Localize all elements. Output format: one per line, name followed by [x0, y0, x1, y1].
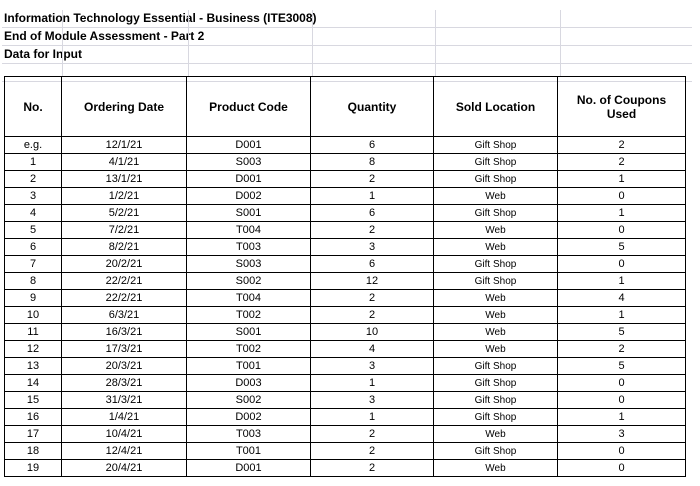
section-label: Data for Input [4, 47, 82, 61]
cell-ordering-date[interactable]: 22/2/21 [62, 273, 187, 290]
cell-product-code[interactable]: D001 [187, 137, 311, 154]
cell-ordering-date[interactable]: 31/3/21 [62, 392, 187, 409]
cell-product-code[interactable]: T004 [187, 222, 311, 239]
cell-ordering-date[interactable]: 17/3/21 [62, 341, 187, 358]
table-row [5, 222, 686, 239]
cell-sold-location[interactable]: Gift Shop [434, 171, 558, 188]
table-row [5, 460, 686, 477]
cell-ordering-date[interactable]: 12/4/21 [62, 443, 187, 460]
cell-ordering-date[interactable]: 10/4/21 [62, 426, 187, 443]
gridline [312, 10, 313, 76]
table-row [5, 154, 686, 171]
cell-product-code[interactable]: T003 [187, 426, 311, 443]
cell-product-code[interactable]: D002 [187, 188, 311, 205]
subtitle-row[interactable] [2, 28, 692, 46]
cell-no[interactable]: 5 [5, 222, 62, 239]
cell-quantity[interactable]: 2 [311, 460, 434, 477]
cell-no[interactable]: 4 [5, 205, 62, 222]
table-row [5, 256, 686, 273]
cell-quantity[interactable]: 2 [311, 290, 434, 307]
data-table [4, 76, 686, 477]
cell-quantity[interactable]: 4 [311, 341, 434, 358]
cell-quantity[interactable]: 2 [311, 171, 434, 188]
cell-no[interactable]: 18 [5, 443, 62, 460]
cell-quantity[interactable]: 1 [311, 188, 434, 205]
cell-sold-location[interactable]: Web [434, 222, 558, 239]
col-header-ordering-date[interactable]: Ordering Date [62, 77, 187, 137]
cell-ordering-date[interactable]: 4/1/21 [62, 154, 187, 171]
cell-sold-location[interactable]: Gift Shop [434, 409, 558, 426]
cell-coupons-used[interactable]: 0 [558, 460, 686, 477]
col-header-quantity[interactable]: Quantity [311, 77, 434, 137]
cell-quantity[interactable]: 1 [311, 409, 434, 426]
cell-ordering-date[interactable]: 8/2/21 [62, 239, 187, 256]
cell-sold-location[interactable]: Gift Shop [434, 273, 558, 290]
cell-sold-location[interactable]: Web [434, 460, 558, 477]
cell-product-code[interactable]: S003 [187, 154, 311, 171]
table-row [5, 290, 686, 307]
cell-coupons-used[interactable]: 5 [558, 239, 686, 256]
cell-quantity[interactable]: 6 [311, 256, 434, 273]
table-row [5, 188, 686, 205]
cell-coupons-used[interactable]: 5 [558, 358, 686, 375]
document-title: Information Technology Essential - Business (ITE3008) [4, 11, 317, 25]
cell-quantity[interactable]: 12 [311, 273, 434, 290]
title-row[interactable] [2, 10, 692, 28]
cell-sold-location[interactable]: Web [434, 341, 558, 358]
cell-sold-location[interactable]: Web [434, 239, 558, 256]
cell-quantity[interactable]: 8 [311, 154, 434, 171]
cell-quantity[interactable]: 3 [311, 392, 434, 409]
cell-sold-location[interactable]: Gift Shop [434, 137, 558, 154]
cell-ordering-date[interactable]: 20/2/21 [62, 256, 187, 273]
cell-ordering-date[interactable]: 16/3/21 [62, 324, 187, 341]
cell-product-code[interactable]: T003 [187, 239, 311, 256]
cell-no[interactable]: 17 [5, 426, 62, 443]
col-header-product-code[interactable]: Product Code [187, 77, 311, 137]
cell-product-code[interactable]: S001 [187, 324, 311, 341]
table-row [5, 426, 686, 443]
cell-product-code[interactable]: S003 [187, 256, 311, 273]
cell-quantity[interactable]: 1 [311, 375, 434, 392]
cell-coupons-used[interactable]: 0 [558, 375, 686, 392]
cell-product-code[interactable]: S002 [187, 273, 311, 290]
cell-ordering-date[interactable]: 6/3/21 [62, 307, 187, 324]
cell-ordering-date[interactable]: 13/1/21 [62, 171, 187, 188]
cell-sold-location[interactable]: Gift Shop [434, 205, 558, 222]
cell-no[interactable]: 12 [5, 341, 62, 358]
cell-coupons-used[interactable]: 0 [558, 222, 686, 239]
table-header-row [5, 77, 686, 137]
cell-sold-location[interactable]: Web [434, 188, 558, 205]
cell-coupons-used[interactable]: 0 [558, 188, 686, 205]
cell-coupons-used[interactable]: 2 [558, 154, 686, 171]
cell-ordering-date[interactable]: 20/4/21 [62, 460, 187, 477]
cell-no[interactable]: 7 [5, 256, 62, 273]
table-row [5, 239, 686, 256]
cell-sold-location[interactable]: Web [434, 307, 558, 324]
cell-ordering-date[interactable]: 7/2/21 [62, 222, 187, 239]
cell-coupons-used[interactable]: 1 [558, 409, 686, 426]
table-row [5, 443, 686, 460]
cell-coupons-used[interactable]: 0 [558, 443, 686, 460]
cell-no[interactable]: 8 [5, 273, 62, 290]
cell-quantity[interactable]: 10 [311, 324, 434, 341]
table-row [5, 375, 686, 392]
cell-no[interactable]: 13 [5, 358, 62, 375]
cell-coupons-used[interactable]: 1 [558, 171, 686, 188]
cell-no[interactable]: 19 [5, 460, 62, 477]
table-row [5, 392, 686, 409]
cell-quantity[interactable]: 2 [311, 307, 434, 324]
cell-ordering-date[interactable]: 20/3/21 [62, 358, 187, 375]
cell-ordering-date[interactable]: 5/2/21 [62, 205, 187, 222]
cell-ordering-date[interactable]: 22/2/21 [62, 290, 187, 307]
cell-coupons-used[interactable]: 2 [558, 137, 686, 154]
cell-no[interactable]: e.g. [5, 137, 62, 154]
cell-product-code[interactable]: T002 [187, 307, 311, 324]
cell-coupons-used[interactable]: 0 [558, 256, 686, 273]
cell-quantity[interactable]: 2 [311, 222, 434, 239]
cell-quantity[interactable]: 3 [311, 239, 434, 256]
cell-sold-location[interactable]: Web [434, 426, 558, 443]
cell-product-code[interactable]: D002 [187, 409, 311, 426]
cell-coupons-used[interactable]: 4 [558, 290, 686, 307]
gridline [560, 10, 561, 76]
cell-no[interactable]: 10 [5, 307, 62, 324]
col-header-sold-location[interactable]: Sold Location [434, 77, 558, 137]
cell-no[interactable]: 3 [5, 188, 62, 205]
cell-sold-location[interactable]: Web [434, 324, 558, 341]
cell-product-code[interactable]: T001 [187, 443, 311, 460]
table-row [5, 205, 686, 222]
col-header-coupons-used[interactable]: No. of Coupons Used [558, 77, 686, 137]
cell-product-code[interactable]: S001 [187, 205, 311, 222]
table-row [5, 358, 686, 375]
cell-no[interactable]: 15 [5, 392, 62, 409]
cell-no[interactable]: 14 [5, 375, 62, 392]
cell-product-code[interactable]: T004 [187, 290, 311, 307]
cell-sold-location[interactable]: Gift Shop [434, 358, 558, 375]
cell-sold-location[interactable]: Gift Shop [434, 392, 558, 409]
cell-no[interactable]: 1 [5, 154, 62, 171]
table-row [5, 341, 686, 358]
cell-no[interactable]: 6 [5, 239, 62, 256]
cell-quantity[interactable]: 2 [311, 443, 434, 460]
col-header-no[interactable]: No. [5, 77, 62, 137]
document-subtitle: End of Module Assessment - Part 2 [4, 29, 205, 43]
cell-no[interactable]: 2 [5, 171, 62, 188]
cell-no[interactable]: 9 [5, 290, 62, 307]
section-row[interactable] [2, 46, 692, 64]
table-row [5, 324, 686, 341]
table-row [5, 307, 686, 324]
cell-coupons-used[interactable]: 3 [558, 426, 686, 443]
cell-product-code[interactable]: S002 [187, 392, 311, 409]
cell-sold-location[interactable]: Gift Shop [434, 443, 558, 460]
cell-no[interactable]: 11 [5, 324, 62, 341]
cell-sold-location[interactable]: Gift Shop [434, 256, 558, 273]
table-row [5, 137, 686, 154]
cell-product-code[interactable]: T001 [187, 358, 311, 375]
cell-quantity[interactable]: 2 [311, 426, 434, 443]
cell-ordering-date[interactable]: 1/2/21 [62, 188, 187, 205]
cell-product-code[interactable]: D001 [187, 171, 311, 188]
gridline [435, 10, 436, 76]
cell-ordering-date[interactable]: 28/3/21 [62, 375, 187, 392]
cell-coupons-used[interactable]: 2 [558, 341, 686, 358]
cell-quantity[interactable]: 6 [311, 205, 434, 222]
cell-product-code[interactable]: D001 [187, 460, 311, 477]
cell-sold-location[interactable]: Web [434, 290, 558, 307]
cell-quantity[interactable]: 6 [311, 137, 434, 154]
cell-no[interactable]: 16 [5, 409, 62, 426]
table-row [5, 409, 686, 426]
cell-coupons-used[interactable]: 1 [558, 307, 686, 324]
cell-product-code[interactable]: D003 [187, 375, 311, 392]
cell-sold-location[interactable]: Gift Shop [434, 154, 558, 171]
cell-sold-location[interactable]: Gift Shop [434, 375, 558, 392]
table-row [5, 273, 686, 290]
cell-coupons-used[interactable]: 0 [558, 392, 686, 409]
cell-quantity[interactable]: 3 [311, 358, 434, 375]
cell-ordering-date[interactable]: 12/1/21 [62, 137, 187, 154]
cell-coupons-used[interactable]: 5 [558, 324, 686, 341]
gridline [62, 10, 63, 76]
cell-coupons-used[interactable]: 1 [558, 205, 686, 222]
cell-coupons-used[interactable]: 1 [558, 273, 686, 290]
cell-product-code[interactable]: T002 [187, 341, 311, 358]
table-row [5, 171, 686, 188]
cell-ordering-date[interactable]: 1/4/21 [62, 409, 187, 426]
gridline [188, 10, 189, 76]
